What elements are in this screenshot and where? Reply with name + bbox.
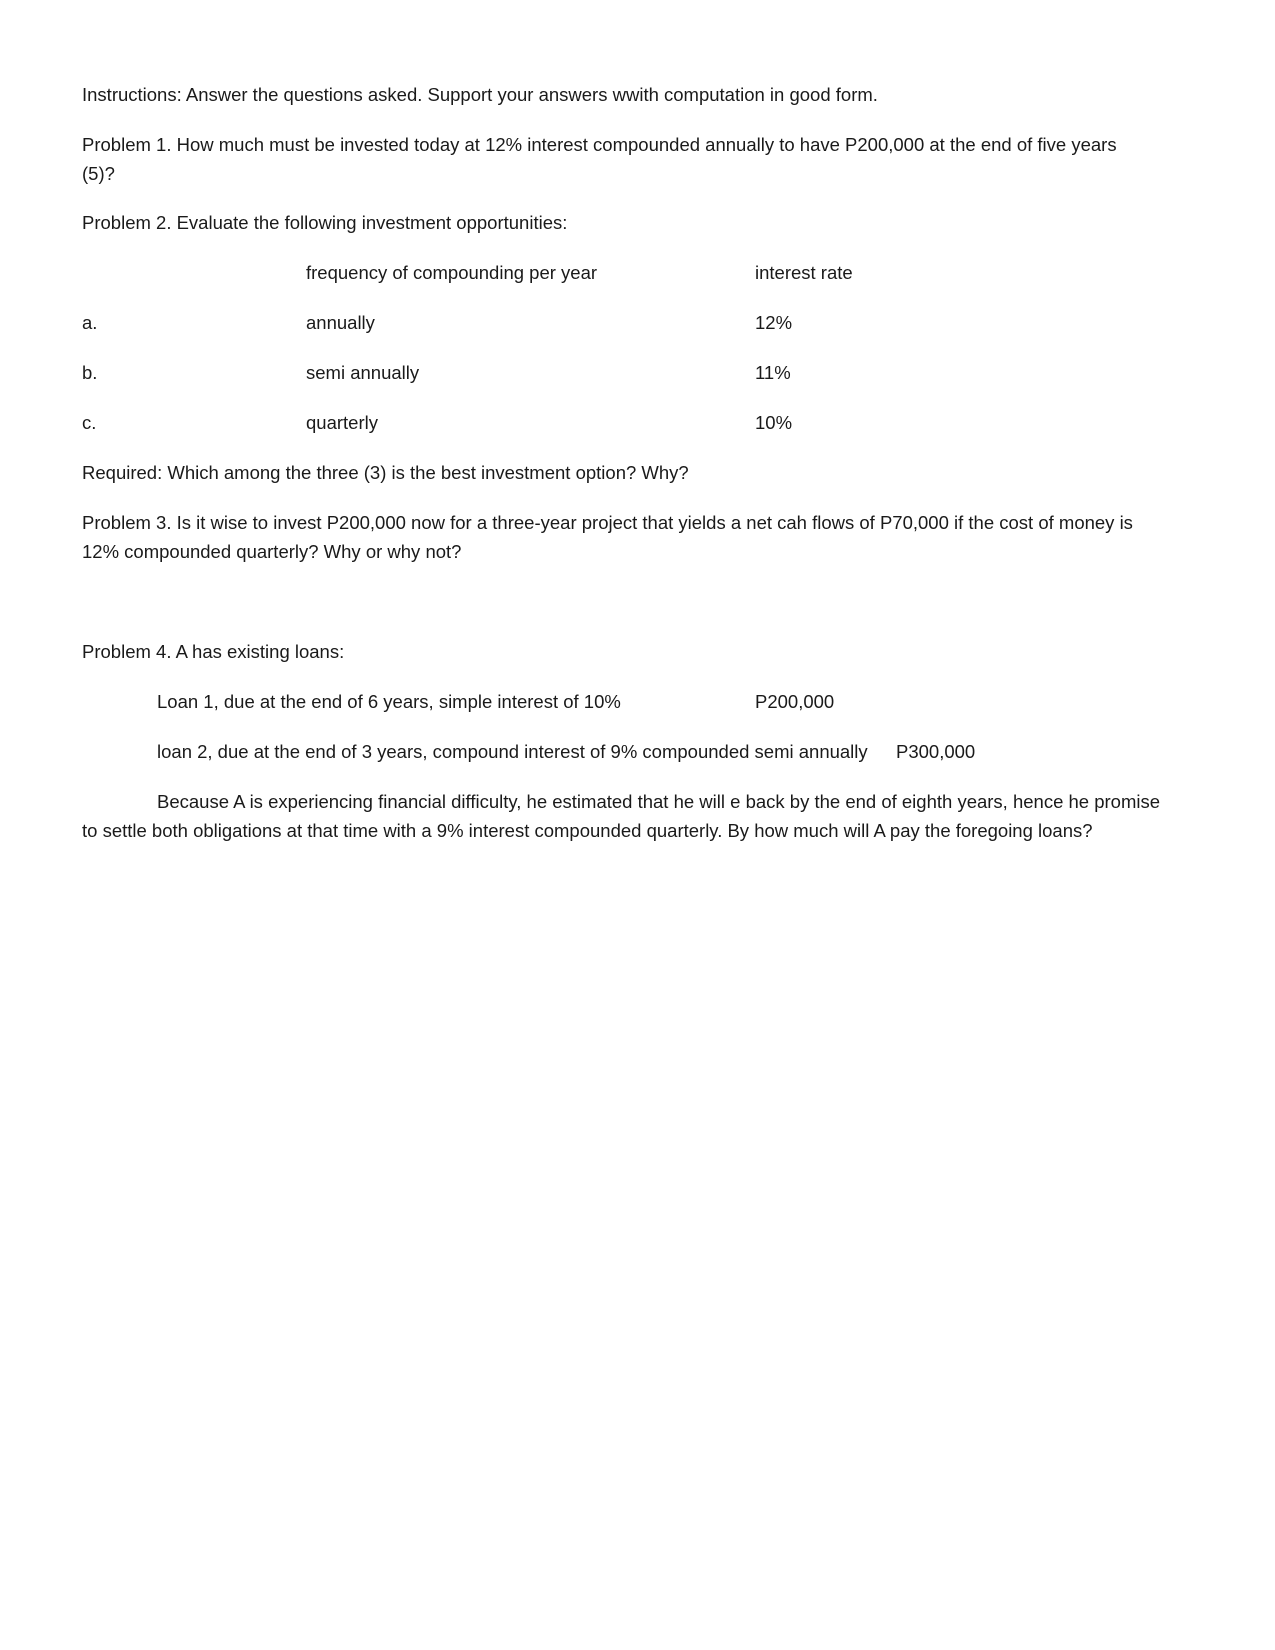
- loan1-text: Loan 1, due at the end of 6 years, simple interest of 10%: [157, 691, 621, 712]
- problem1-line2: (5)?: [82, 163, 115, 184]
- option-label: c.: [82, 412, 97, 433]
- option-frequency: annually: [306, 312, 375, 333]
- option-rate: 11%: [755, 362, 791, 383]
- instructions-text: Instructions: Answer the questions asked. Support your answers wwith computation in good form.: [82, 84, 878, 105]
- problem4-title: Problem 4. A has existing loans:: [82, 641, 345, 662]
- option-label: a.: [82, 312, 98, 333]
- problem1-line1: Problem 1. How much must be invested today at 12% interest compounded annually to have P200,000 at the end of five years: [82, 134, 1117, 155]
- option-rate: 10%: [755, 412, 793, 433]
- problem2-title: Problem 2. Evaluate the following investment opportunities:: [82, 212, 568, 233]
- option-frequency: quarterly: [306, 412, 378, 433]
- problem4-closing-line1: Because A is experiencing financial difficulty, he estimated that he will e back by the end of eighth years, hence he promise: [157, 791, 1161, 812]
- option-frequency: semi annually: [306, 362, 420, 383]
- loan2-amount: P300,000: [896, 741, 976, 762]
- problem3-line1: Problem 3. Is it wise to invest P200,000 now for a three-year project that yields a net cah flows of P70,000 if the cost of money is: [82, 512, 1133, 533]
- problem2-required: Required: Which among the three (3) is the best investment option? Why?: [82, 462, 689, 483]
- problem2-header-rate: interest rate: [755, 262, 853, 283]
- loan2-text: loan 2, due at the end of 3 years, compound interest of 9% compounded semi annually: [157, 741, 868, 762]
- problem2-header-frequency: frequency of compounding per year: [306, 262, 598, 283]
- problem3-line2: 12% compounded quarterly? Why or why not?: [82, 541, 462, 562]
- problem4-closing-line2: to settle both obligations at that time with a 9% interest compounded quarterly. By how much will A pay the foregoing loans?: [82, 820, 1093, 841]
- option-rate: 12%: [755, 312, 793, 333]
- option-label: b.: [82, 362, 98, 383]
- loan1-amount: P200,000: [755, 691, 835, 712]
